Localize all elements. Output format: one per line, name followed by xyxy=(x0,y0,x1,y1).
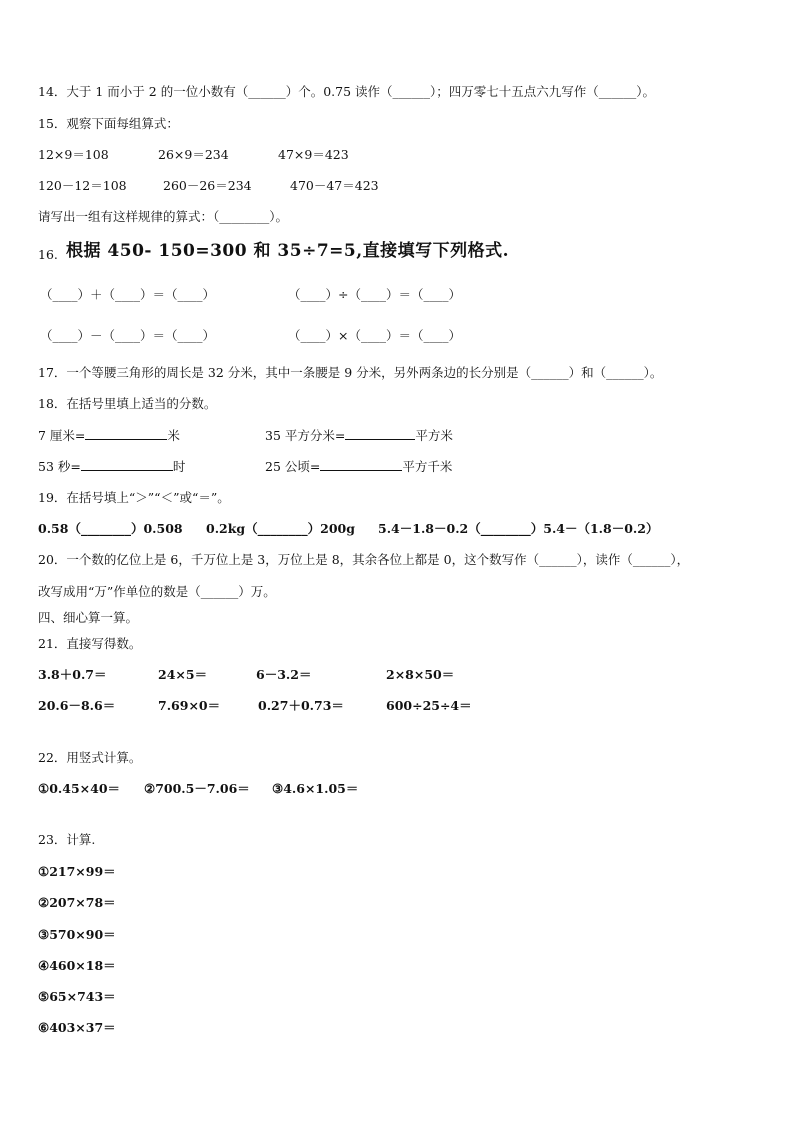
q23-item: ①217×99＝ xyxy=(38,864,116,879)
q21-item: 2×8×50＝ xyxy=(386,667,455,682)
question-16-title: 根据 450- 150=300 和 35÷7=5,直接填写下列格式. xyxy=(66,241,510,261)
q22-item: ①0.45×40＝ xyxy=(38,781,121,796)
q21-item: 600÷25÷4＝ xyxy=(386,698,472,713)
q16-blank-sub: （____）－（____）＝（____） xyxy=(40,328,216,343)
q22-item: ③4.6×1.05＝ xyxy=(272,781,359,796)
q19-item-c: 5.4－1.8－0.2（________）5.4－（1.8－0.2） xyxy=(378,521,659,536)
q21-item: 3.8＋0.7＝ xyxy=(38,667,107,682)
q23-item: ③570×90＝ xyxy=(38,927,116,942)
question-14: 14．大于 1 而小于 2 的一位小数有（______）个。0.75 读作（______）；四万零七十五点六九写作（______）。 xyxy=(38,84,656,99)
question-16-number: 16. xyxy=(38,247,58,262)
q15-eq-6: 470－47＝423 xyxy=(290,178,379,193)
q23-item: ⑤65×743＝ xyxy=(38,989,116,1004)
q23-item: ④460×18＝ xyxy=(38,958,116,973)
q18-item-a xyxy=(38,427,180,444)
question-20-line-2: 改写成用“万”作单位的数是（______）万。 xyxy=(38,584,276,599)
question-21-title: 21．直接写得数。 xyxy=(38,636,142,651)
q15-eq-5: 260－26＝234 xyxy=(163,178,252,193)
q16-blank-add: （____）＋（____）＝（____） xyxy=(40,287,216,302)
q18-item-b xyxy=(265,427,453,444)
q21-item: 7.69×0＝ xyxy=(158,698,221,713)
q18-b-answer-line[interactable] xyxy=(345,427,415,440)
q18-c-prefix: 53 秒= xyxy=(38,459,81,474)
q18-c-answer-line[interactable] xyxy=(81,458,173,471)
q18-d-unit: 平方千米 xyxy=(402,459,453,474)
q16-blank-div: （____）÷（____）＝（____） xyxy=(288,287,461,302)
q18-b-prefix: 35 平方分米= xyxy=(265,428,346,443)
question-22-title: 22．用竖式计算。 xyxy=(38,750,142,765)
q16-blank-mul: （____）×（____）＝（____） xyxy=(288,328,461,343)
q18-item-d xyxy=(265,458,452,475)
q22-item: ②700.5－7.06＝ xyxy=(144,781,250,796)
q15-eq-4: 120－12＝108 xyxy=(38,178,127,193)
question-17: 17．一个等腰三角形的周长是 32 分米，其中一条腰是 9 分米，另外两条边的长分别是（______）和（______）。 xyxy=(38,365,663,380)
q18-a-answer-line[interactable] xyxy=(85,427,167,440)
question-23-title: 23．计算. xyxy=(38,832,96,847)
q18-c-unit: 时 xyxy=(172,459,186,474)
q18-b-unit: 平方米 xyxy=(415,428,453,443)
q21-item: 0.27＋0.73＝ xyxy=(258,698,344,713)
q18-a-prefix: 7 厘米= xyxy=(38,428,86,443)
q15-eq-2: 26×9＝234 xyxy=(158,147,229,162)
q18-a-unit: 米 xyxy=(167,428,180,443)
question-18-title: 18．在括号里填上适当的分数。 xyxy=(38,396,217,411)
q18-item-c xyxy=(38,458,185,475)
q18-d-answer-line[interactable] xyxy=(320,458,402,471)
question-15-prompt: 请写出一组有这样规律的算式：（________）。 xyxy=(38,209,289,224)
q21-item: 20.6－8.6＝ xyxy=(38,698,116,713)
section-heading: 四、细心算一算。 xyxy=(38,610,139,625)
q19-item-a: 0.58（________）0.508 xyxy=(38,521,183,536)
question-20-line-1: 20．一个数的亿位上是 6，千万位上是 3，万位上是 8，其余各位上都是 0，这个数写作（______），读作（______）， xyxy=(38,552,690,567)
question-15-title: 15．观察下面每组算式： xyxy=(38,116,179,131)
q21-item: 24×5＝ xyxy=(158,667,208,682)
q23-item: ②207×78＝ xyxy=(38,895,116,910)
q15-eq-3: 47×9＝423 xyxy=(278,147,349,162)
q19-item-b: 0.2kg（________）200g xyxy=(206,521,355,536)
q21-item: 6－3.2＝ xyxy=(256,667,312,682)
q15-eq-1: 12×9＝108 xyxy=(38,147,109,162)
q18-d-prefix: 25 公顷= xyxy=(265,459,321,474)
question-19-title: 19．在括号填上“＞”“＜”或“＝”。 xyxy=(38,490,230,505)
q23-item: ⑥403×37＝ xyxy=(38,1020,116,1035)
